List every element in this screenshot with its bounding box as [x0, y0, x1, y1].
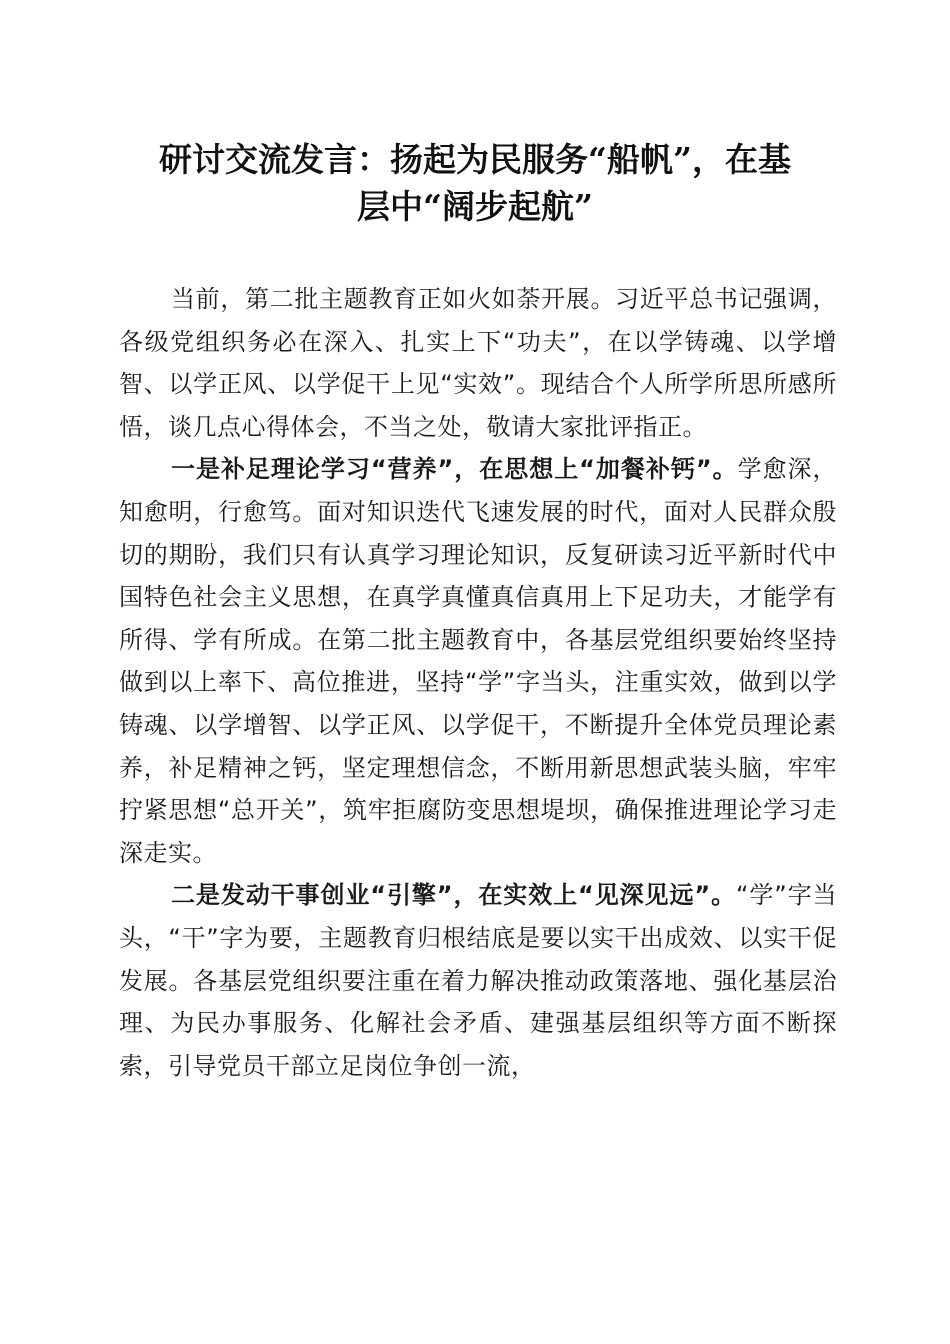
- paragraph-text: “学”字当头，“干”字为要，主题教育归根结底是要以实干出成效、以实干促发展。各基层党组织要注重在着力解决推动政策落地、强化基层治理、为民办事服务、化解社会矛盾、建强基层组织等方面不断探索，引导党员干部立足岗位争创一流，: [119, 881, 837, 1080]
- paragraph-lead: 二是发动干事创业“引擎”，在实效上“见深见远”。: [171, 881, 736, 910]
- title-line-1: 研讨交流发言：扬起为民服务“船帆”，在基: [159, 140, 791, 179]
- paragraph-intro: [119, 278, 837, 448]
- title-line-2: 层中“阔步起航”: [357, 187, 593, 226]
- document-title: [100, 136, 850, 230]
- paragraph-point-2: [119, 874, 837, 1087]
- paragraph-point-1: [119, 448, 837, 874]
- paragraph-text: 学愈深，知愈明，行愈笃。面对知识迭代飞速发展的时代，面对人民群众殷切的期盼，我们只有认真学习理论知识，反复研读习近平新时代中国特色社会主义思想，在真学真懂真信真用上下足功夫，才能学有所得、学有所成。在第二批主题教育中，各基层党组织要始终坚持做到以上率下、高位推进，坚持“学”字当头，注重实效，做到以学铸魂、以学增智、以学正风、以学促干，不断提升全体党员理论素养，补足精神之钙，坚定理想信念，不断用新思想武装头脑，牢牢拧紧思想“总开关”，筑牢拒腐防变思想堤坝，确保推进理论学习走深走实。: [119, 455, 838, 867]
- document-body: [119, 278, 837, 1087]
- paragraph-lead: 一是补足理论学习“营养”，在思想上“加餐补钙”。: [171, 455, 738, 484]
- paragraph-text: 当前，第二批主题教育正如火如荼开展。习近平总书记强调，各级党组织务必在深入、扎实上下“功夫”，在以学铸魂、以学增智、以学正风、以学促干上见“实效”。现结合个人所学所思所感所悟，谈几点心得体会，不当之处，敬请大家批评指正。: [119, 285, 837, 441]
